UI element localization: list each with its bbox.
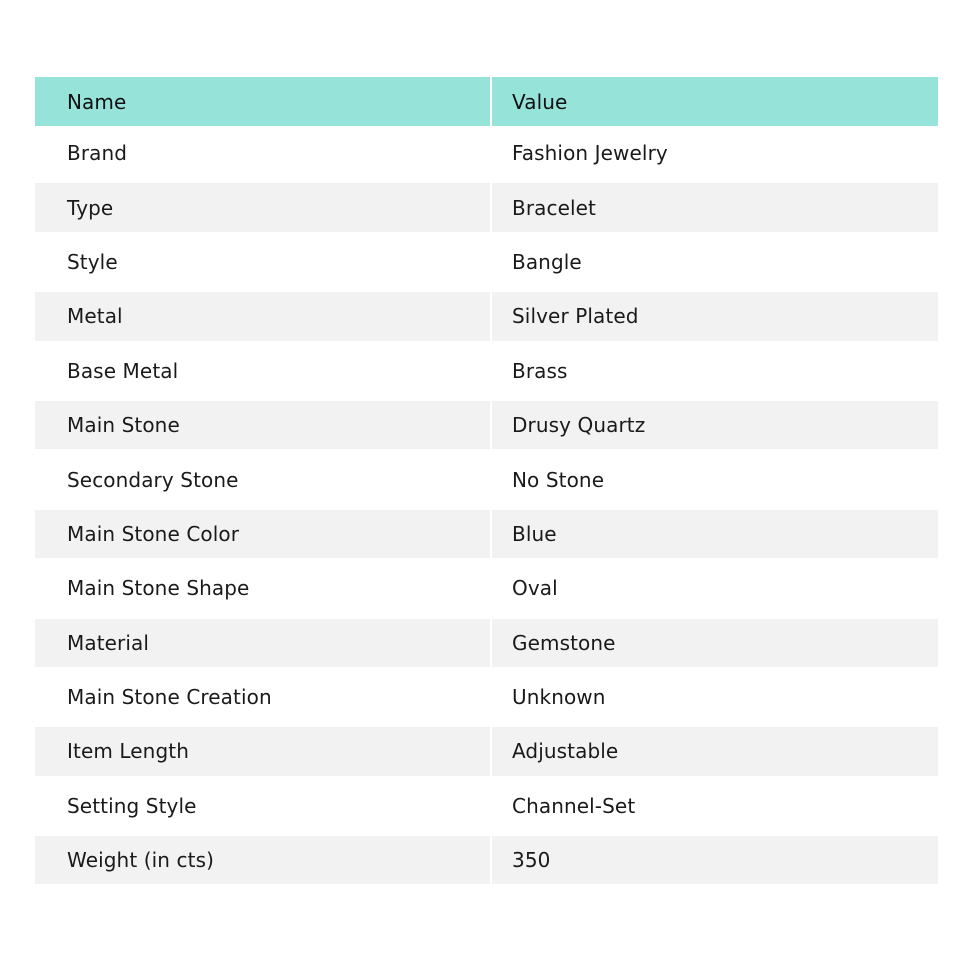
row-value-cell: Silver Plated <box>492 289 938 343</box>
table-row <box>35 452 938 506</box>
row-name-cell: Secondary Stone <box>35 452 492 506</box>
row-name-cell: Brand <box>35 126 492 180</box>
row-name-cell: Main Stone Creation <box>35 670 492 724</box>
table-row <box>35 670 938 724</box>
row-value-cell: Brass <box>492 344 938 398</box>
table-body <box>35 126 938 887</box>
table-row <box>35 126 938 180</box>
column-header-value: Value <box>492 77 938 126</box>
table-row <box>35 344 938 398</box>
table-row <box>35 507 938 561</box>
row-value-cell: Channel-Set <box>492 779 938 833</box>
row-value-cell: 350 <box>492 833 938 887</box>
row-value-cell: Blue <box>492 507 938 561</box>
table-row <box>35 289 938 343</box>
spec-table <box>35 77 938 887</box>
table-row <box>35 833 938 887</box>
row-name-cell: Material <box>35 616 492 670</box>
table-header <box>35 77 938 126</box>
row-value-cell: Drusy Quartz <box>492 398 938 452</box>
table-row <box>35 398 938 452</box>
table-row <box>35 779 938 833</box>
row-name-cell: Base Metal <box>35 344 492 398</box>
table-row <box>35 561 938 615</box>
row-value-cell: No Stone <box>492 452 938 506</box>
row-name-cell: Main Stone <box>35 398 492 452</box>
header-row <box>35 77 938 126</box>
row-name-cell: Main Stone Color <box>35 507 492 561</box>
row-value-cell: Gemstone <box>492 616 938 670</box>
row-value-cell: Adjustable <box>492 724 938 778</box>
row-value-cell: Bracelet <box>492 180 938 234</box>
row-value-cell: Unknown <box>492 670 938 724</box>
row-name-cell: Weight (in cts) <box>35 833 492 887</box>
row-name-cell: Type <box>35 180 492 234</box>
row-name-cell: Metal <box>35 289 492 343</box>
row-value-cell: Bangle <box>492 235 938 289</box>
row-name-cell: Style <box>35 235 492 289</box>
row-value-cell: Oval <box>492 561 938 615</box>
row-name-cell: Main Stone Shape <box>35 561 492 615</box>
table-row <box>35 616 938 670</box>
table-row <box>35 724 938 778</box>
table-row <box>35 180 938 234</box>
row-name-cell: Setting Style <box>35 779 492 833</box>
row-value-cell: Fashion Jewelry <box>492 126 938 180</box>
table-row <box>35 235 938 289</box>
row-name-cell: Item Length <box>35 724 492 778</box>
column-header-name: Name <box>35 77 492 126</box>
